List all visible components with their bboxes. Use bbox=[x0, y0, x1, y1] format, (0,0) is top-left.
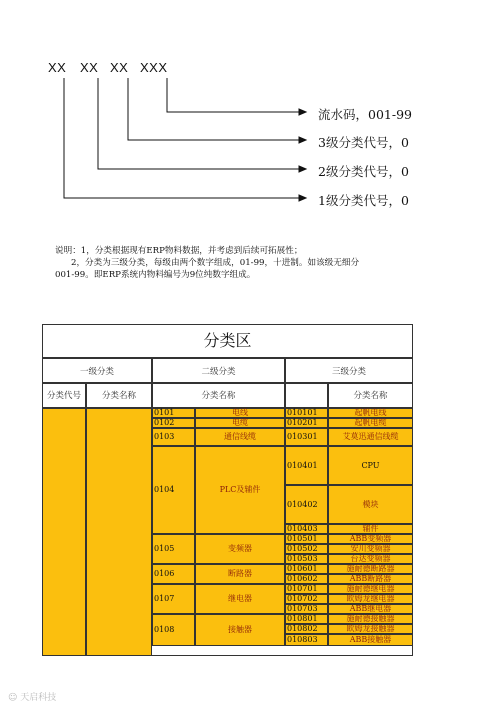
level3-code: 010803 bbox=[287, 635, 318, 644]
level2-name: 断路器 bbox=[228, 569, 252, 578]
level3-name: ABB断路器 bbox=[349, 574, 392, 583]
level2-name: PLC及辅件 bbox=[219, 485, 261, 494]
label-serial: 流水码，001-99 bbox=[318, 107, 412, 122]
level2-name: 变频器 bbox=[228, 544, 252, 553]
level2-name: 通信线缆 bbox=[224, 432, 256, 441]
level3-name: 起帆电线 bbox=[354, 408, 387, 417]
header-level1: 一级分类 bbox=[79, 367, 114, 377]
code-segment-4: XXX bbox=[140, 60, 168, 75]
level3-name: 辅件 bbox=[362, 524, 379, 533]
level3-code: 010503 bbox=[287, 554, 318, 563]
level2-code: 0105 bbox=[154, 544, 175, 553]
level3-code: 010801 bbox=[287, 614, 318, 623]
label-level3: 3级分类代号，0 bbox=[318, 135, 409, 150]
level2-code: 0106 bbox=[154, 569, 175, 578]
level3-name: 起帆电缆 bbox=[354, 418, 387, 427]
level3-name: 施耐德接触器 bbox=[346, 614, 395, 623]
level3-code: 010701 bbox=[287, 584, 318, 593]
label-level1: 1级分类代号，0 bbox=[318, 193, 409, 208]
label-level2: 2级分类代号，0 bbox=[318, 164, 409, 179]
header-level2: 二级分类 bbox=[201, 367, 236, 377]
level2-name: 电缆 bbox=[232, 418, 248, 427]
level3-code: 010601 bbox=[287, 564, 318, 573]
level3-code: 010402 bbox=[287, 499, 318, 509]
level3-code: 010201 bbox=[287, 418, 318, 427]
note-line-2: 2，分类为三级分类，每级由两个数字组成，01-99，十进制。如该级无细分 bbox=[71, 258, 360, 268]
subheader-name-l1: 分类名称 bbox=[101, 391, 136, 401]
subheader-code: 分类代号 bbox=[46, 391, 81, 401]
level2-name: 接触器 bbox=[228, 625, 252, 634]
level3-name: 安川变频器 bbox=[350, 544, 391, 553]
classification-table bbox=[42, 324, 413, 656]
level3-name: 施耐德继电器 bbox=[346, 584, 395, 593]
level3-name: 施耐德断路器 bbox=[346, 564, 395, 573]
level3-code: 010703 bbox=[287, 604, 318, 613]
code-segment-3: XX bbox=[110, 60, 129, 75]
level3-code: 010802 bbox=[287, 624, 318, 633]
code-segment-1: XX bbox=[48, 60, 67, 75]
note-line-1: 说明：1，分类根据现有ERP物料数据，并考虑到后续可拓展性； bbox=[55, 246, 303, 256]
level3-name: 台达变频器 bbox=[350, 554, 391, 563]
level3-name: 欧姆龙继电器 bbox=[346, 594, 395, 603]
level3-name: 艾莫迅通信线缆 bbox=[342, 432, 399, 441]
level2-code: 0107 bbox=[154, 594, 175, 603]
level3-name: ABB变频器 bbox=[349, 534, 392, 543]
level2-name: 继电器 bbox=[228, 594, 252, 603]
level3-code: 010401 bbox=[287, 460, 318, 470]
table-title: 分类区 bbox=[203, 331, 252, 350]
level2-code: 0104 bbox=[154, 485, 175, 494]
level3-name: CPU bbox=[361, 460, 380, 470]
level3-code: 010602 bbox=[287, 574, 318, 583]
subheader-name-l3: 分类名称 bbox=[353, 391, 388, 401]
level2-code: 0108 bbox=[154, 625, 175, 634]
level3-name: 欧姆龙接触器 bbox=[346, 624, 395, 633]
level3-code: 010403 bbox=[287, 524, 318, 533]
code-segment-2: XX bbox=[80, 60, 99, 75]
level2-code: 0103 bbox=[154, 432, 175, 441]
note-line-3: 001-99。即ERP系统内物料编号为9位纯数字组成。 bbox=[55, 270, 256, 280]
watermark: ☺ 天启科技 bbox=[8, 693, 57, 703]
level2-code: 0102 bbox=[154, 418, 175, 427]
header-level3: 三级分类 bbox=[331, 367, 366, 377]
level3-name: 模块 bbox=[362, 499, 379, 509]
level3-code: 010501 bbox=[287, 534, 318, 543]
level2-name: 电线 bbox=[232, 408, 248, 417]
level3-code: 010702 bbox=[287, 594, 318, 603]
subheader-name-l2: 分类名称 bbox=[201, 391, 236, 401]
level3-code: 010101 bbox=[287, 408, 318, 417]
level2-code: 0101 bbox=[154, 408, 175, 417]
level3-name: ABB接触器 bbox=[349, 635, 392, 644]
level3-name: ABB继电器 bbox=[349, 604, 392, 613]
level3-code: 010502 bbox=[287, 544, 318, 553]
level3-code: 010301 bbox=[287, 432, 318, 441]
